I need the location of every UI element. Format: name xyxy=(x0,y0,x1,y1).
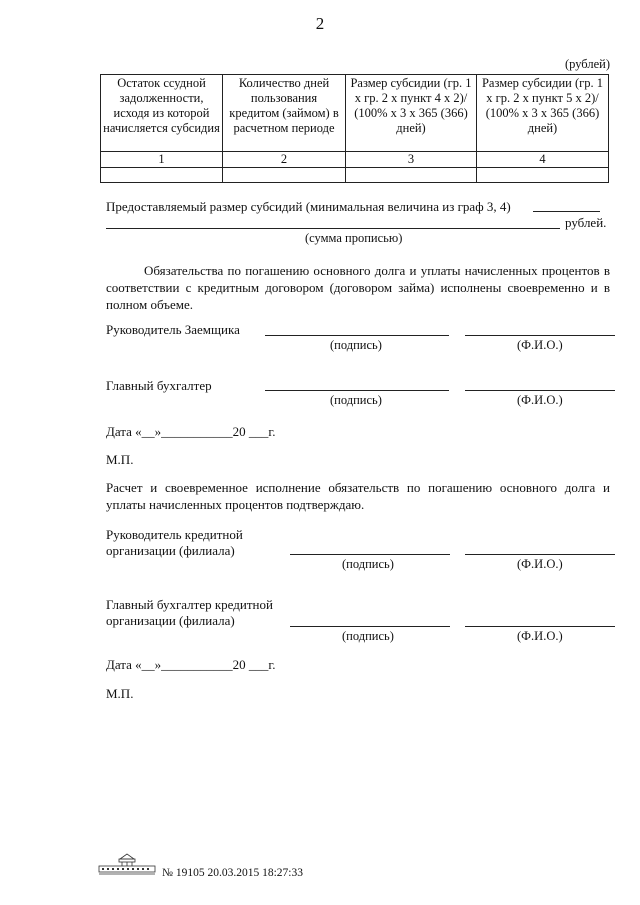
borrower-head-label: Руководитель Заемщика xyxy=(106,322,240,337)
bank-accountant-label-line2: организации (филиала) xyxy=(106,613,235,628)
subsidy-table xyxy=(100,74,609,183)
confirmation-paragraph: Расчет и своевременное исполнение обязательств по погашению основного долга и уплаты начисленных процентов подтверждаю. xyxy=(106,480,610,512)
signature-caption: (подпись) xyxy=(342,557,394,571)
subsidy-amount-words-field xyxy=(106,228,560,229)
name-caption: (Ф.И.О.) xyxy=(517,557,563,571)
footer-registration: № 19105 20.03.2015 18:27:33 xyxy=(162,867,303,879)
table-number-cell: 4 xyxy=(477,152,609,168)
bank-accountant-label-line1: Главный бухгалтер кредитной xyxy=(106,597,273,612)
subsidy-amount-label: Предоставляемый размер субсидий (минимальная величина из граф 3, 4) xyxy=(106,199,511,214)
signature-caption: (подпись) xyxy=(330,338,382,352)
signature-caption: (подпись) xyxy=(342,629,394,643)
table-number-cell: 2 xyxy=(223,152,346,168)
table-header-row xyxy=(101,75,609,152)
table-cell xyxy=(223,168,346,183)
bank-head-signature-field xyxy=(290,554,450,555)
borrower-head-signature-field xyxy=(265,335,449,336)
borrower-head-name-field xyxy=(465,335,615,336)
borrower-accountant-label: Главный бухгалтер xyxy=(106,378,212,393)
table-number-row xyxy=(101,152,609,168)
bank-accountant-signature-field xyxy=(290,626,450,627)
bank-head-label-line2: организации (филиала) xyxy=(106,543,235,558)
table-header-cell: Остаток ссудной задолженности, исходя из которой начисляется субсидия xyxy=(101,75,223,152)
table-cell xyxy=(477,168,609,183)
borrower-seal-label: М.П. xyxy=(106,452,134,467)
borrower-date-label: Дата «__»___________20 ___г. xyxy=(106,424,276,439)
name-caption: (Ф.И.О.) xyxy=(517,338,563,352)
name-caption: (Ф.И.О.) xyxy=(517,629,563,643)
borrower-accountant-name-field xyxy=(465,390,615,391)
page-number: 2 xyxy=(315,14,325,33)
bank-head-name-field xyxy=(465,554,615,555)
borrower-accountant-signature-field xyxy=(265,390,449,391)
table-header-cell: Количество дней пользования кредитом (займом) в расчетном периоде xyxy=(223,75,346,152)
table-header-cell: Размер субсидии (гр. 1 х гр. 2 х пункт 4 х 2)/ (100% х 3 х 365 (366) дней) xyxy=(346,75,477,152)
unit-note: (рублей) xyxy=(564,57,610,71)
currency-label: рублей. xyxy=(565,215,607,230)
bank-head-label-line1: Руководитель кредитной xyxy=(106,527,243,542)
table-number-cell: 3 xyxy=(346,152,477,168)
table-cell xyxy=(101,168,223,183)
table-row xyxy=(101,168,609,183)
obligations-paragraph: Обязательства по погашению основного долга и уплаты начисленных процентов в соответствии с кредитным договором (договором займа) исполнены своевременно и в полном объеме. xyxy=(106,263,610,312)
registry-stamp-icon xyxy=(98,852,156,876)
table-header-cell: Размер субсидии (гр. 1 х гр. 2 х пункт 5 х 2)/ (100% х 3 х 365 (366) дней) xyxy=(477,75,609,152)
subsidy-amount-field xyxy=(533,211,600,212)
table-number-cell: 1 xyxy=(101,152,223,168)
bank-seal-label: М.П. xyxy=(106,686,134,701)
name-caption: (Ф.И.О.) xyxy=(517,393,563,407)
table-cell xyxy=(346,168,477,183)
bank-accountant-name-field xyxy=(465,626,615,627)
bank-date-label: Дата «__»___________20 ___г. xyxy=(106,657,276,672)
amount-in-words-caption: (сумма прописью) xyxy=(305,231,403,245)
signature-caption: (подпись) xyxy=(330,393,382,407)
